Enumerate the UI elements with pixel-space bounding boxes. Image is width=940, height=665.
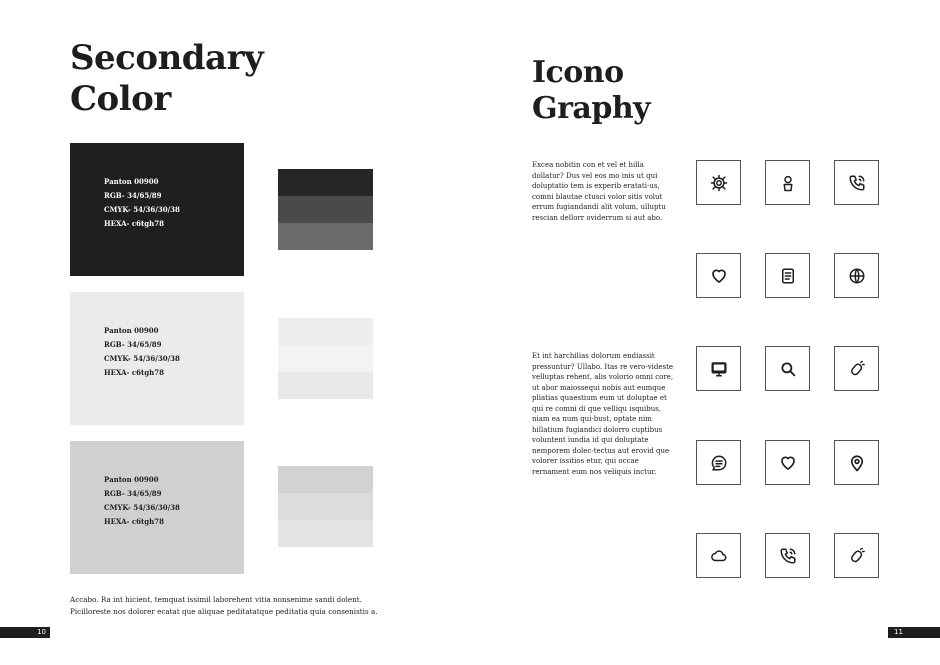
user-icon [765,160,810,205]
caption [70,594,400,618]
color-spec-line: HEXA- c6tgh78 [104,368,164,377]
color-block-light [70,292,244,425]
mouse-icon [834,533,879,578]
globe-icon [834,253,879,298]
phone-icon [834,160,879,205]
swatch-stack-light [278,318,373,399]
swatch [278,223,373,250]
color-spec [104,324,180,380]
color-spec-line: HEXA- c6tgh78 [104,219,164,228]
page-title [532,55,732,127]
color-spec-line: RGB- 34/65/89 [104,489,162,498]
mouse-icon [834,346,879,391]
body-paragraph: Excea nobitin con et vel et hilla dollatur? Dus vel eos mo inis ut qui doluptatio tem is experib eratati-us, comni blautae ctusci volor sitis volut errum fugiandandi alit volum, ulluptu rescian dellorr oviderrum si aut abo. [532,161,666,222]
settings-icon [696,160,741,205]
color-spec-line: Panton 00900 [104,177,159,186]
color-spec-line: HEXA- c6tgh78 [104,517,164,526]
cloud-icon [696,533,741,578]
swatch [278,345,373,372]
color-spec [104,175,180,231]
swatch-stack-dark [278,169,373,250]
swatch [278,196,373,223]
color-spec-line: RGB- 34/65/89 [104,191,162,200]
title-line-2: Color [70,79,171,119]
heart-icon [696,253,741,298]
title-line-1: Secondary [70,38,264,78]
color-block-gray [70,441,244,574]
page-number: 11 [888,627,940,638]
search-icon [765,346,810,391]
swatch [278,169,373,196]
monitor-icon [696,346,741,391]
swatch-stack-gray [278,466,373,547]
color-block-dark [70,143,244,276]
color-spec-line: CMYK- 54/36/30/38 [104,503,180,512]
swatch [278,493,373,520]
swatch [278,372,373,399]
phone-icon [765,533,810,578]
title-line-1: Icono [532,55,624,90]
swatch [278,466,373,493]
color-spec-line: Panton 00900 [104,475,159,484]
location-pin-icon [834,440,879,485]
color-spec-line: CMYK- 54/36/30/38 [104,354,180,363]
title-line-2: Graphy [532,91,651,126]
caption-line: Picilloreste nos dolorer ecatat que aliquae peditatatque peditatia quia consenistis a. [70,607,378,616]
right-page [470,0,940,665]
caption-line: Accabo. Ra int hicient, temquat issimil laborehent vitia nonsenime sandi dolent. [70,595,362,604]
heart-icon [765,440,810,485]
color-spec-line: CMYK- 54/36/30/38 [104,205,180,214]
swatch [278,318,373,345]
color-spec-line: RGB- 34/65/89 [104,340,162,349]
body-paragraph: Et int harchilias dolorum endiassit pressuntur? Ullabo. Itas re vero-videste velluptas rehent, alis volorio omni core, ut abor maiossequi nobis aut eumque pliatias quaestium eum ut doluptae et qui re comni di que velliqu isquibus, niam ea num qui-bust, optate nim hillatium fugiandici dolorro cuptibus voluntent iundia id qui doluptate nemporem dolec-tectus aut erovid que volorer issitios etur, qui occae rernament eum nos veliquis inctur. [532,352,674,476]
page-number: 10 [0,627,50,638]
page-title [70,38,330,120]
color-spec [104,473,180,529]
swatch [278,520,373,547]
chat-icon [696,440,741,485]
color-spec-line: Panton 00900 [104,326,159,335]
document-icon [765,253,810,298]
